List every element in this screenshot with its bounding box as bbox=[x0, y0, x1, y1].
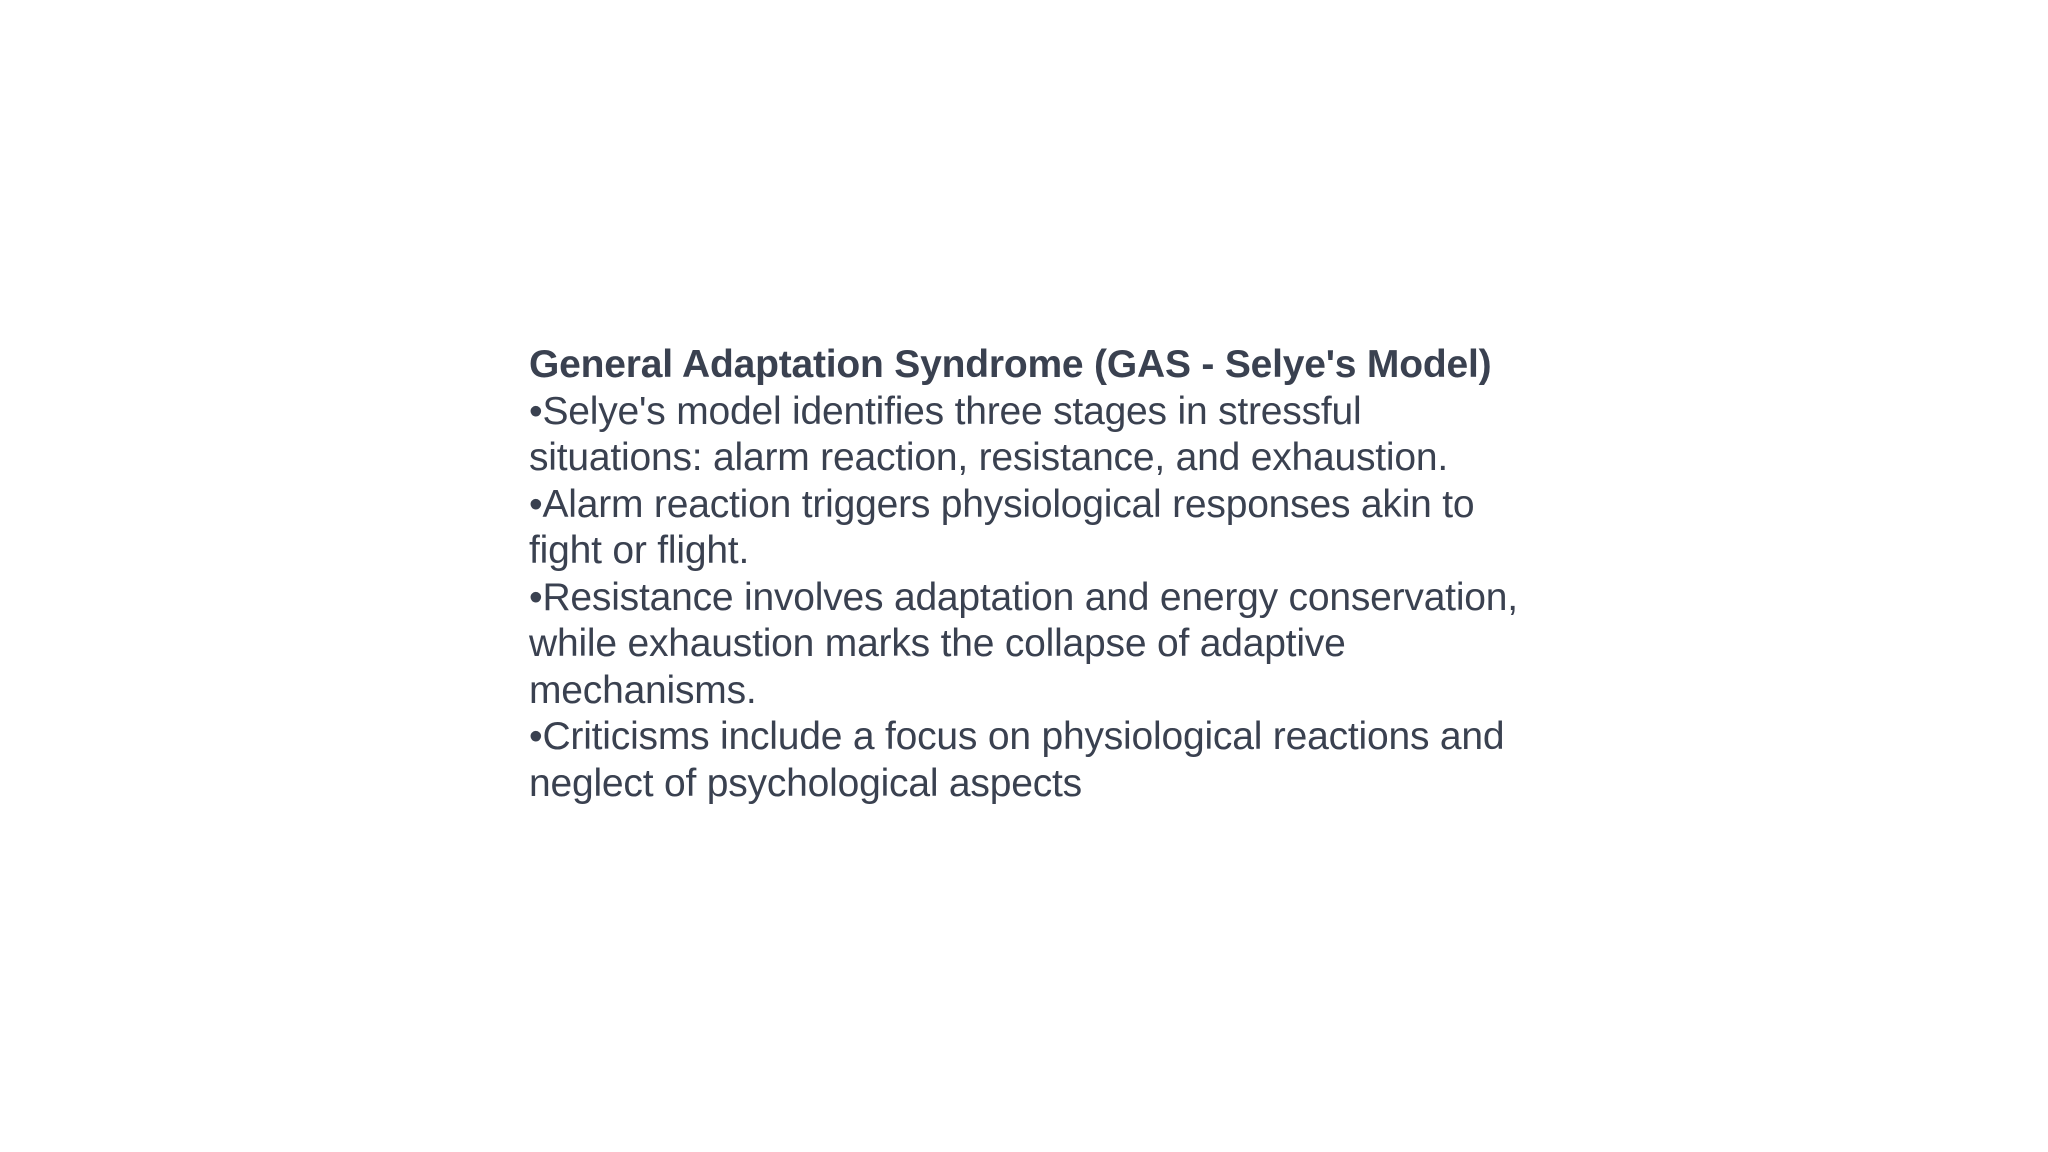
slide-title: General Adaptation Syndrome (GAS - Selye's Model) bbox=[529, 343, 1492, 386]
slide-text-box bbox=[529, 342, 1529, 807]
bullet-item-stages: •Selye's model identifies three stages in stressful situations: alarm reaction, resistance, and exhaustion. bbox=[529, 389, 1449, 479]
bullet-item-criticisms: •Criticisms include a focus on physiological reactions and neglect of psychological aspects bbox=[529, 715, 1505, 805]
bullet-item-alarm: •Alarm reaction triggers physiological responses akin to fight or flight. bbox=[529, 482, 1475, 572]
bullet-item-resistance: •Resistance involves adaptation and energy conservation, while exhaustion marks the collapse of adaptive mechanisms. bbox=[529, 575, 1518, 712]
